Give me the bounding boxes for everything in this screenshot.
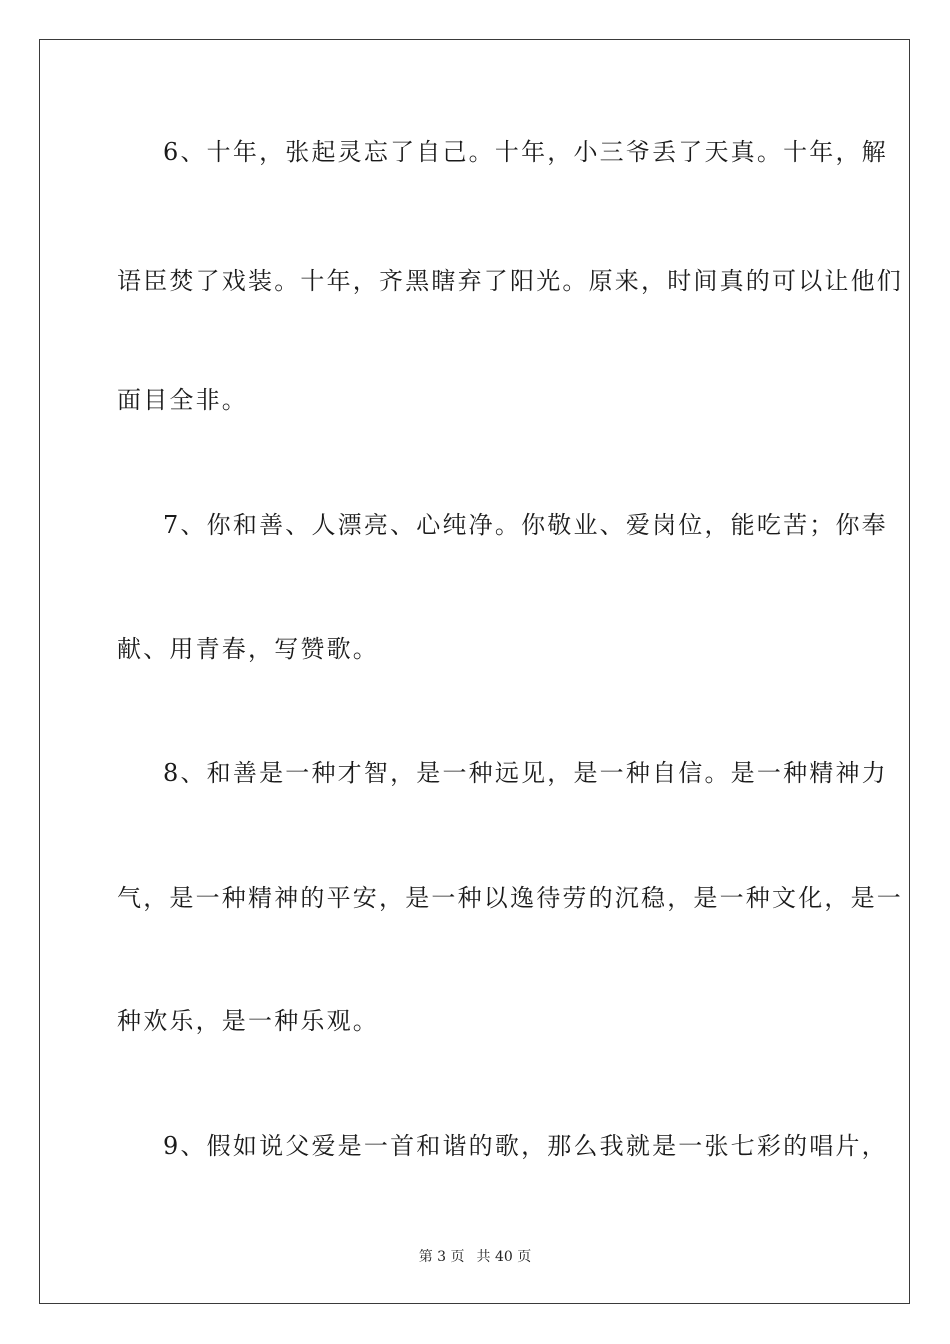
paragraph-6-line-2: 语臣焚了戏装。十年，齐黑瞎弃了阳光。原来，时间真的可以让他们 [117,267,903,295]
paragraph-7-line-2: 献、用青春，写赞歌。 [117,635,379,663]
paragraph-9-line-1: 9、假如说父爱是一首和谐的歌，那么我就是一张七彩的唱片， [163,1132,888,1160]
paragraph-8-line-1: 8、和善是一种才智，是一种远见，是一种自信。是一种精神力 [163,759,888,787]
paragraph-8-line-2: 气，是一种精神的平安，是一种以逸待劳的沉稳，是一种文化，是一 [117,884,903,912]
paragraph-7-line-1: 7、你和善、人漂亮、心纯净。你敬业、爱岗位，能吃苦；你奉 [163,511,888,539]
page-total: 共 40 页 [476,1249,532,1265]
page-border [39,39,910,1304]
paragraph-8-line-3: 种欢乐，是一种乐观。 [117,1007,379,1035]
paragraph-6-line-1: 6、十年，张起灵忘了自己。十年，小三爷丢了天真。十年，解 [163,138,888,166]
page-footer [0,1248,950,1266]
page-number: 第 3 页 [418,1249,465,1265]
paragraph-6-line-3: 面目全非。 [117,386,248,414]
